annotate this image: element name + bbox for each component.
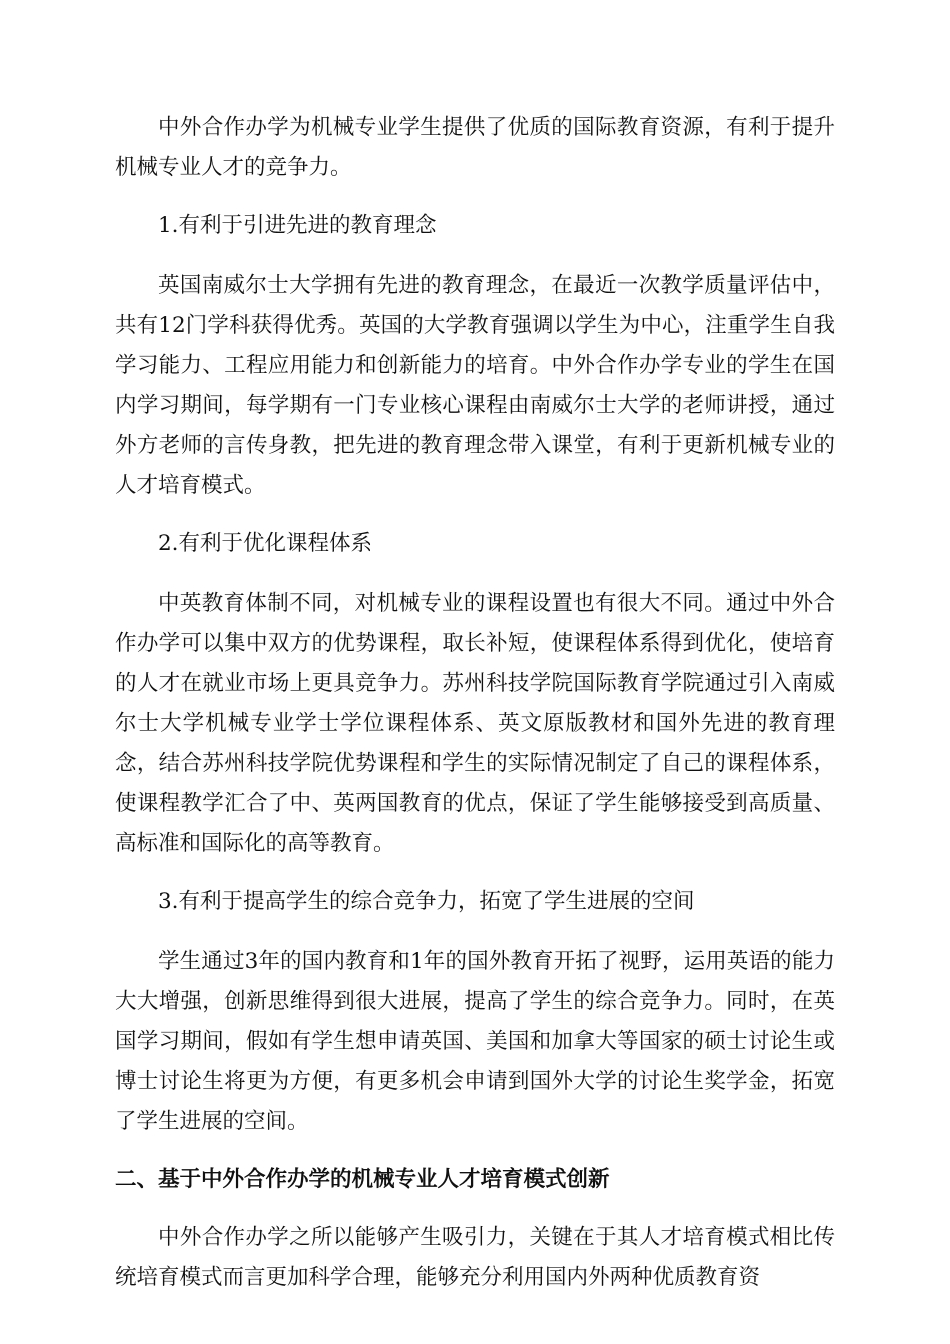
paragraph-2: 中英教育体制不同，对机械专业的课程设置也有很大不同。通过中外合作办学可以集中双方的优势课程，取长补短，使课程体系得到优化，使培育的人才在就业市场上更具竞争力。苏州科技学院国际教育学院通过引入南威尔士大学机械专业学士学位课程体系、英文原版教材和国外先进的教育理念，结合苏州科技学院优势课程和学生的实际情况制定了自己的课程体系，使课程教学汇合了中、英两国教育的优点，保证了学生能够接受到高质量、高标准和国际化的高等教育。 xyxy=(115,591,835,856)
intro-paragraph: 中外合作办学为机械专业学生提供了优质的国际教育资源，有利于提升机械专业人才的竞争力。 xyxy=(115,115,835,180)
paragraph-1: 英国南威尔士大学拥有先进的教育理念，在最近一次教学质量评估中，共有12门学科获得优秀。英国的大学教育强调以学生为中心，注重学生自我学习能力、工程应用能力和创新能力的培育。中外合作办学专业的学生在国内学习期间，每学期有一门专业核心课程由南威尔士大学的老师讲授，通过外方老师的言传身教，把先进的教育理念带入课堂，有利于更新机械专业的人才培育模式。 xyxy=(115,273,835,498)
paragraph-3: 学生通过3年的国内教育和1年的国外教育开拓了视野，运用英语的能力大大增强，创新思维得到很大进展，提高了学生的综合竞争力。同时，在英国学习期间，假如有学生想申请英国、美国和加拿大等国家的硕士讨论生或博士讨论生将更为方便，有更多机会申请到国外大学的讨论生奖学金，拓宽了学生进展的空间。 xyxy=(115,949,835,1134)
paragraph-4: 中外合作办学之所以能够产生吸引力，关键在于其人才培育模式相比传统培育模式而言更加科学合理，能够充分利用国内外两种优质教育资 xyxy=(115,1225,835,1290)
subheading-3: 3.有利于提高学生的综合竞争力，拓宽了学生进展的空间 xyxy=(158,889,695,914)
document-body xyxy=(115,108,835,1316)
subheading-1: 1.有利于引进先进的教育理念 xyxy=(158,213,437,238)
subheading-2: 2.有利于优化课程体系 xyxy=(158,531,373,556)
section-heading-2: 二、基于中外合作办学的机械专业人才培育模式创新 xyxy=(115,1167,610,1192)
